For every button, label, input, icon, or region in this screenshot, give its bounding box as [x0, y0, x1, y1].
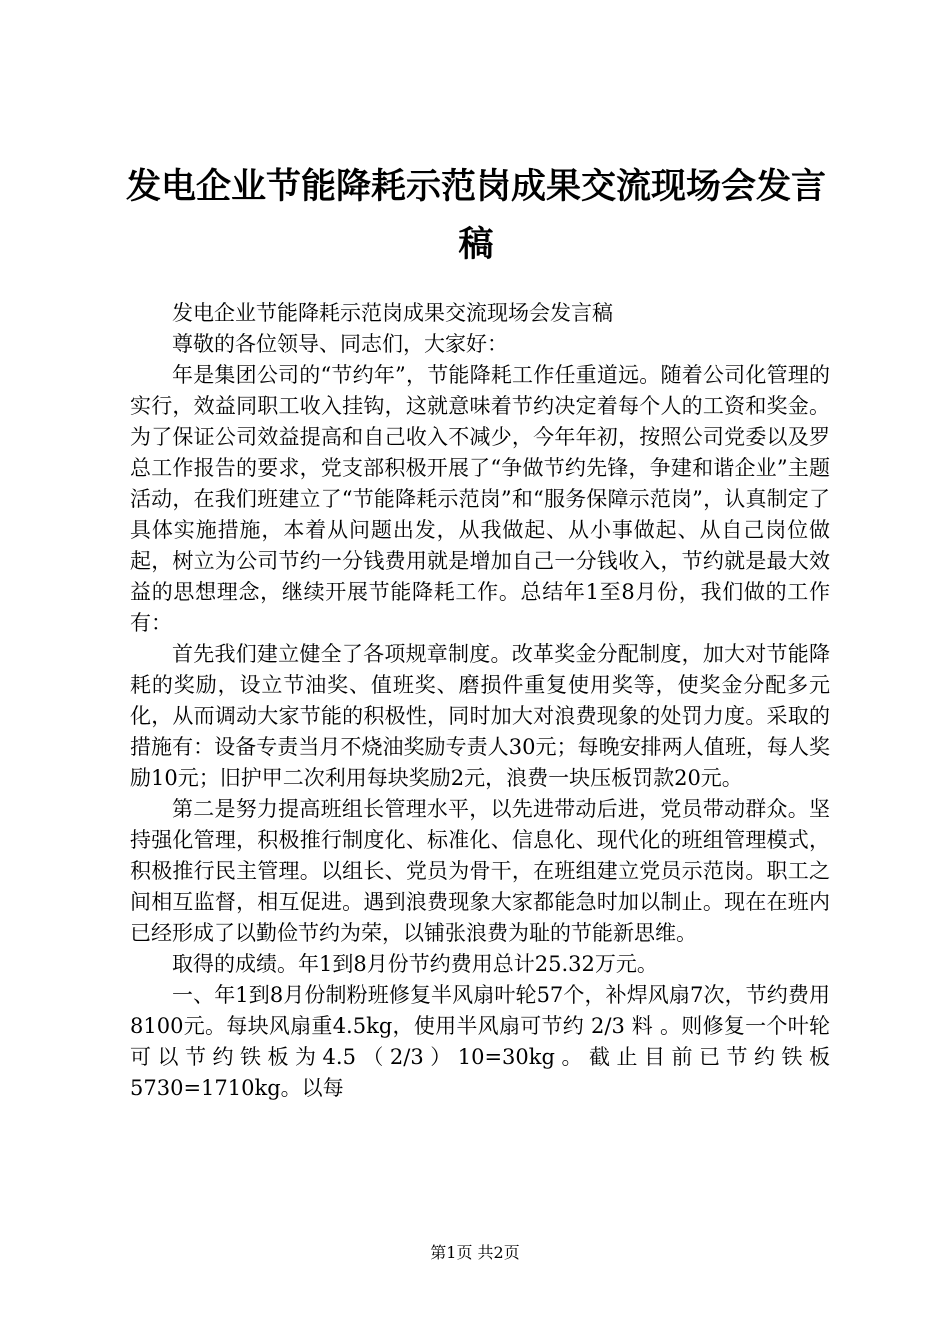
document-title: 发电企业节能降耗示范岗成果交流现场会发言稿	[125, 166, 826, 265]
paragraph: 一、年1到8月份制粉班修复半风扇叶轮57个，补焊风扇7次，节约费用8100元。每块风扇重4.5kg，使用半风扇可节约 2/3 料 。则修复一个叶轮可以节约铁板为4.5（2/3）10=30kg。截止目前已节约铁板5730=1710kg。以每	[130, 983, 830, 1100]
paragraph: 第二是努力提高班组长管理水平，以先进带动后进，党员带动群众。坚持强化管理，积极推行制度化、标准化、信息化、现代化的班组管理模式，积极推行民主管理。以组长、党员为骨干，在班组建立党员示范岗。职工之间相互监督，相互促进。遇到浪费现象大家都能急时加以制止。现在在班内已经形成了以勤俭节约为荣，以铺张浪费为耻的节能新思维。	[130, 797, 830, 945]
document-body	[130, 298, 830, 1104]
paragraph: 尊敬的各位领导、同志们，大家好：	[172, 332, 508, 356]
paragraph: 发电企业节能降耗示范岗成果交流现场会发言稿	[172, 301, 613, 325]
paragraph: 首先我们建立健全了各项规章制度。改革奖金分配制度，加大对节能降耗的奖励，设立节油奖、值班奖、磨损件重复使用奖等，使奖金分配多元化，从而调动大家节能的积极性，同时加大对浪费现象的处罚力度。采取的措施有：设备专责当月不烧油奖励专责人30元；每晚安排两人值班，每人奖励10元；旧护甲二次利用每块奖励2元，浪费一块压板罚款20元。	[130, 642, 830, 790]
paragraph: 取得的成绩。年1到8月份节约费用总计25.32万元。	[172, 952, 658, 976]
page-footer: 第1页 共2页	[430, 1243, 520, 1262]
paragraph: 年是集团公司的“节约年”，节能降耗工作任重道远。随着公司化管理的实行，效益同职工收入挂钩，这就意味着节约决定着每个人的工资和奖金。为了保证公司效益提高和自己收入不减少，今年年初，按照公司党委以及罗总工作报告的要求，党支部积极开展了“争做节约先锋，争建和谐企业”主题活动，在我们班建立了“节能降耗示范岗”和“服务保障示范岗”，认真制定了具体实施措施，本着从问题出发，从我做起、从小事做起、从自己岗位做起，树立为公司节约一分钱费用就是增加自己一分钱收入，节约就是最大效益的思想理念，继续开展节能降耗工作。总结年1至8月份，我们做的工作有：	[130, 363, 830, 635]
